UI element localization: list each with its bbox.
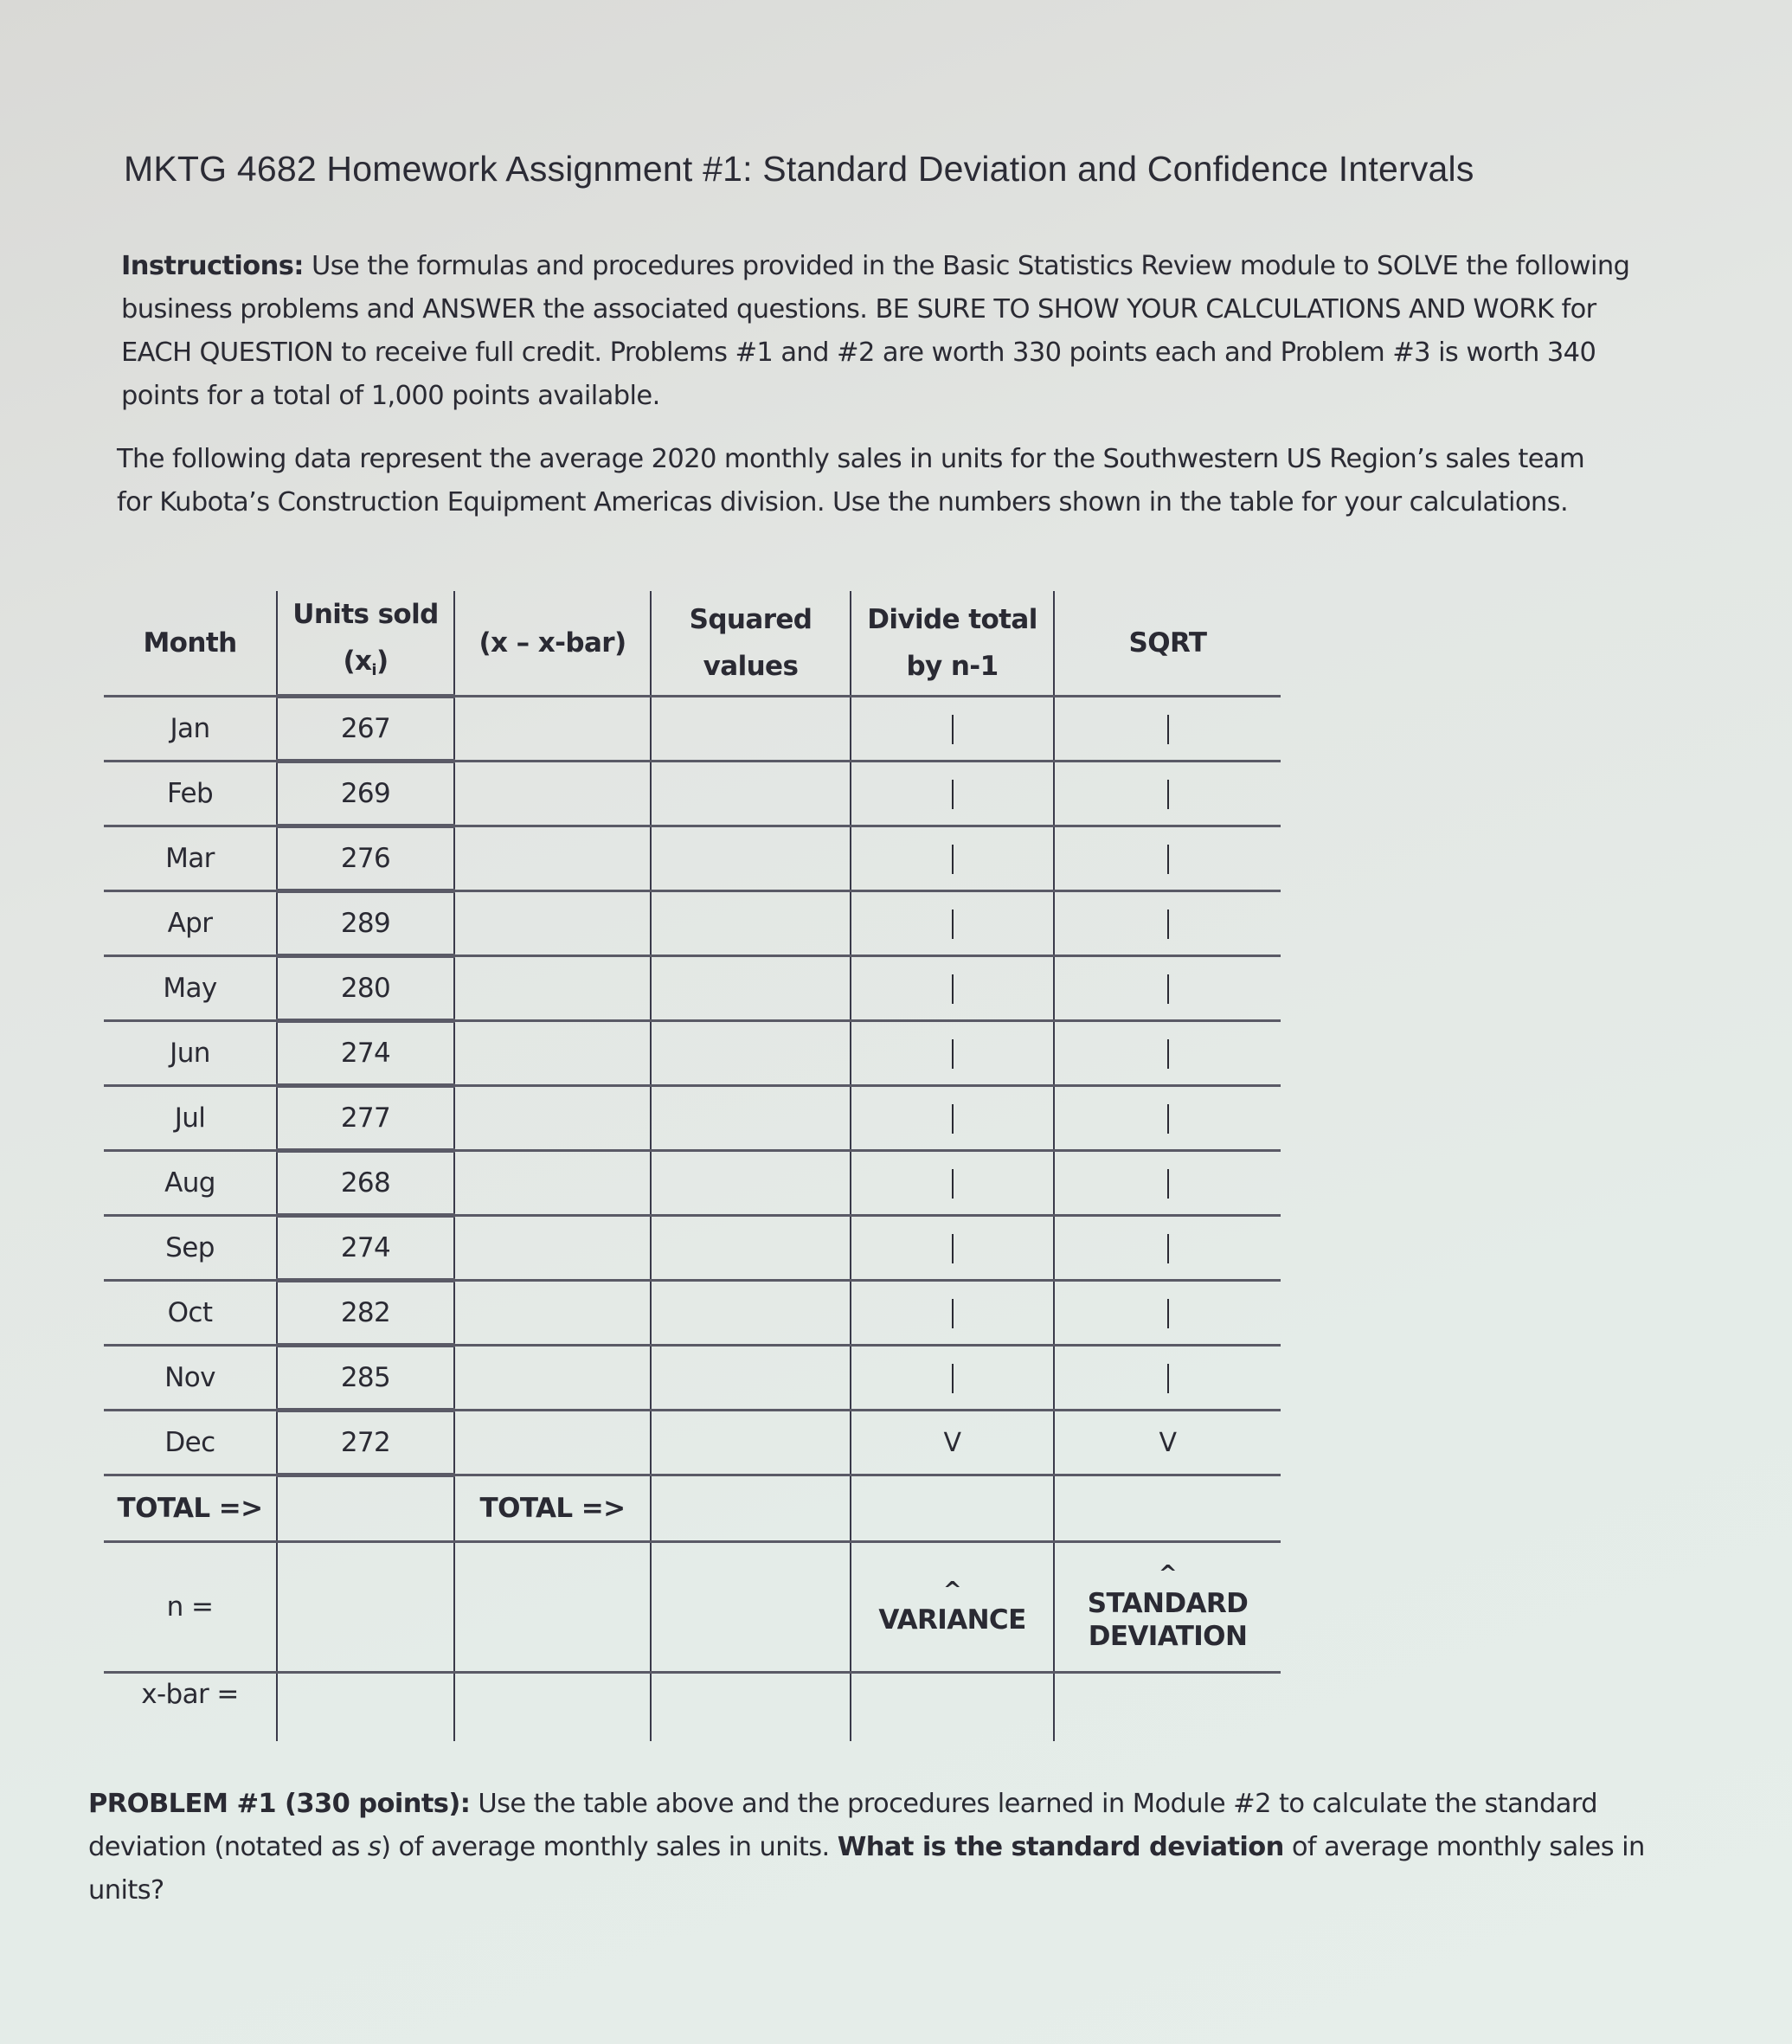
squared-cell[interactable] [651, 1411, 851, 1475]
squared-cell[interactable] [651, 697, 851, 762]
units-cell: 285 [277, 1346, 454, 1411]
divide-cell[interactable] [851, 1216, 1054, 1281]
month-cell: Mar [104, 826, 277, 891]
arrow-shaft-icon [952, 910, 954, 939]
instructions-label: Instructions: [121, 251, 304, 281]
units-cell: 274 [277, 1216, 454, 1281]
units-cell: 289 [277, 891, 454, 956]
instructions-text: Use the formulas and procedures provided in the Basic Statistics Review module to SOLVE the following business problems and ANSWER the associated questions. BE SURE TO SHOW YOUR CALCULATIONS AND WORK for EACH QUESTION to receive full credit. Problems #1 and #2 are worth 330 points each and Problem #3 is worth 340 points for a total of 1,000 points available. [121, 251, 1630, 411]
page-title: MKTG 4682 Homework Assignment #1: Standard Deviation and Confidence Intervals [124, 149, 1474, 189]
units-total-cell[interactable] [277, 1475, 454, 1542]
sqrt-cell[interactable] [1054, 826, 1281, 891]
arrow-up-icon: ^ [1158, 1561, 1178, 1587]
table-row [104, 826, 1281, 891]
header-sqrt: SQRT [1054, 591, 1281, 697]
header-units-sold: Units sold $(x_i)$ [277, 591, 454, 697]
divide-cell[interactable] [851, 1346, 1054, 1411]
arrow-head-down-icon: V [1159, 1428, 1177, 1458]
units-cell: 267 [277, 697, 454, 762]
arrow-shaft-icon [952, 715, 954, 744]
units-cell: 268 [277, 1151, 454, 1216]
data-intro-paragraph: The following data represent the average 2020 monthly sales in units for the Southwestern US Region’s sales team for Kubota’s Construction Equipment Americas division. Use the numbers shown in the table for your calculations. [117, 444, 1585, 517]
deviation-cell[interactable] [454, 891, 651, 956]
arrow-shaft-icon [952, 845, 954, 874]
sqrt-cell[interactable] [1054, 1411, 1281, 1475]
sqrt-cell[interactable] [1054, 1216, 1281, 1281]
divide-cell[interactable] [851, 891, 1054, 956]
deviation-cell[interactable] [454, 1411, 651, 1475]
table-row [104, 956, 1281, 1021]
arrow-shaft-icon [952, 1299, 954, 1328]
problem-1-question: What is the standard deviation [837, 1832, 1284, 1862]
sd-label-line1: STANDARD [1087, 1588, 1249, 1619]
squared-cell[interactable] [651, 1346, 851, 1411]
squared-cell[interactable] [651, 1216, 851, 1281]
table-row [104, 1086, 1281, 1151]
month-cell: Dec [104, 1411, 277, 1475]
s-symbol: s [367, 1832, 382, 1862]
arrow-shaft-icon [1167, 780, 1169, 809]
squared-cell[interactable] [651, 891, 851, 956]
arrow-shaft-icon [1167, 1299, 1169, 1328]
empty-cell [651, 1542, 851, 1673]
units-cell: 282 [277, 1281, 454, 1346]
arrow-shaft-icon [952, 1104, 954, 1134]
sqrt-cell[interactable] [1054, 697, 1281, 762]
month-cell: Aug [104, 1151, 277, 1216]
sd-label-line2: DEVIATION [1088, 1621, 1248, 1652]
arrow-shaft-icon [1167, 1364, 1169, 1393]
deviation-cell[interactable] [454, 1346, 651, 1411]
arrow-shaft-icon [1167, 910, 1169, 939]
divide-cell[interactable] [851, 1021, 1054, 1086]
month-cell: Apr [104, 891, 277, 956]
table-row [104, 1151, 1281, 1216]
arrow-shaft-icon [1167, 1039, 1169, 1069]
header-divide-total: Divide total by n-1 [851, 591, 1054, 697]
sqrt-cell[interactable] [1054, 956, 1281, 1021]
table-header-row [104, 591, 1281, 697]
squared-cell[interactable] [651, 1151, 851, 1216]
table-row [104, 1281, 1281, 1346]
arrow-shaft-icon [1167, 1169, 1169, 1199]
divide-cell[interactable] [851, 697, 1054, 762]
squared-cell[interactable] [651, 1021, 851, 1086]
divide-cell[interactable] [851, 1086, 1054, 1151]
xbar-row [104, 1673, 1281, 1742]
arrow-shaft-icon [952, 1039, 954, 1069]
month-cell: Nov [104, 1346, 277, 1411]
arrow-shaft-icon [1167, 715, 1169, 744]
month-cell: May [104, 956, 277, 1021]
n-row [104, 1542, 1281, 1673]
deviation-cell[interactable] [454, 1281, 651, 1346]
arrow-shaft-icon [1167, 974, 1169, 1004]
sd-label-cell [1054, 1542, 1281, 1673]
month-cell: Jul [104, 1086, 277, 1151]
squared-cell[interactable] [651, 1281, 851, 1346]
squared-cell[interactable] [651, 1086, 851, 1151]
header-month: Month [143, 627, 237, 659]
deviation-cell[interactable] [454, 1021, 651, 1086]
instructions-paragraph [121, 245, 1661, 418]
arrow-shaft-icon [1167, 1234, 1169, 1263]
month-cell: Feb [104, 762, 277, 826]
arrow-shaft-icon [952, 1169, 954, 1199]
empty-cell [651, 1673, 851, 1742]
problem-1-paragraph: PROBLEM #1 (330 points): Use the table above and the procedures learned in Module #2 to calculate the standard deviation (notated as s) of average monthly sales in units. What is the standard deviation of average monthly sales in units? [88, 1789, 1645, 1906]
sqrt-cell[interactable] [1054, 1151, 1281, 1216]
deviation-cell[interactable] [454, 762, 651, 826]
arrow-shaft-icon [952, 974, 954, 1004]
arrow-shaft-icon [1167, 845, 1169, 874]
empty-cell [454, 1673, 651, 1742]
divide-cell[interactable] [851, 1281, 1054, 1346]
table-row [104, 891, 1281, 956]
squared-cell[interactable] [651, 762, 851, 826]
divide-cell[interactable] [851, 826, 1054, 891]
divide-cell[interactable] [851, 1151, 1054, 1216]
arrow-shaft-icon [1167, 1104, 1169, 1134]
month-cell: Jan [104, 697, 277, 762]
xbar-value-cell[interactable] [277, 1673, 454, 1742]
deviation-cell[interactable] [454, 1216, 651, 1281]
sqrt-cell[interactable] [1054, 891, 1281, 956]
table-row [104, 1021, 1281, 1086]
sd-result-cell[interactable] [1054, 1475, 1281, 1542]
divide-cell[interactable] [851, 956, 1054, 1021]
arrow-shaft-icon [952, 780, 954, 809]
empty-cell [454, 1542, 651, 1673]
month-cell: Jun [104, 1021, 277, 1086]
units-cell: 280 [277, 956, 454, 1021]
n-value-cell[interactable] [277, 1542, 454, 1673]
table-row [104, 1411, 1281, 1475]
deviation-cell[interactable] [454, 1151, 651, 1216]
n-label: n = [104, 1542, 277, 1673]
variance-result-cell[interactable] [851, 1475, 1054, 1542]
squared-cell[interactable] [651, 826, 851, 891]
problem-1-label: PROBLEM #1 (330 points): [88, 1789, 471, 1819]
table-row [104, 1216, 1281, 1281]
arrow-shaft-icon [952, 1234, 954, 1263]
squared-cell[interactable] [651, 956, 851, 1021]
arrow-shaft-icon [952, 1364, 954, 1393]
units-cell: 272 [277, 1411, 454, 1475]
sqrt-cell[interactable] [1054, 1346, 1281, 1411]
table-row [104, 697, 1281, 762]
month-cell: Oct [104, 1281, 277, 1346]
xbar-label: x-bar = [104, 1673, 277, 1742]
sqrt-cell[interactable] [1054, 1281, 1281, 1346]
empty-cell [1054, 1673, 1281, 1742]
deviation-cell[interactable] [454, 1086, 651, 1151]
sqrt-cell[interactable] [1054, 1021, 1281, 1086]
units-cell: 269 [277, 762, 454, 826]
units-cell: 274 [277, 1021, 454, 1086]
header-squared-values: Squared values [651, 591, 851, 697]
arrow-up-icon: ^ [942, 1578, 962, 1604]
empty-cell [851, 1673, 1054, 1742]
units-cell: 276 [277, 826, 454, 891]
total-row [104, 1475, 1281, 1542]
table-row [104, 1346, 1281, 1411]
table-row [104, 762, 1281, 826]
arrow-head-down-icon: V [943, 1428, 961, 1458]
units-total-label: TOTAL => [104, 1475, 277, 1542]
divide-cell[interactable] [851, 762, 1054, 826]
variance-label: VARIANCE [878, 1604, 1026, 1636]
divide-cell[interactable] [851, 1411, 1054, 1475]
units-cell: 277 [277, 1086, 454, 1151]
deviation-cell[interactable] [454, 956, 651, 1021]
deviation-total-label: TOTAL => [454, 1475, 651, 1542]
standard-deviation-table [104, 591, 1281, 1741]
variance-label-cell [851, 1542, 1054, 1673]
deviation-cell[interactable] [454, 697, 651, 762]
sqrt-cell[interactable] [1054, 1086, 1281, 1151]
squared-total-cell[interactable] [651, 1475, 851, 1542]
header-deviation: (x – x-bar) [454, 591, 651, 697]
month-cell: Sep [104, 1216, 277, 1281]
deviation-cell[interactable] [454, 826, 651, 891]
sqrt-cell[interactable] [1054, 762, 1281, 826]
